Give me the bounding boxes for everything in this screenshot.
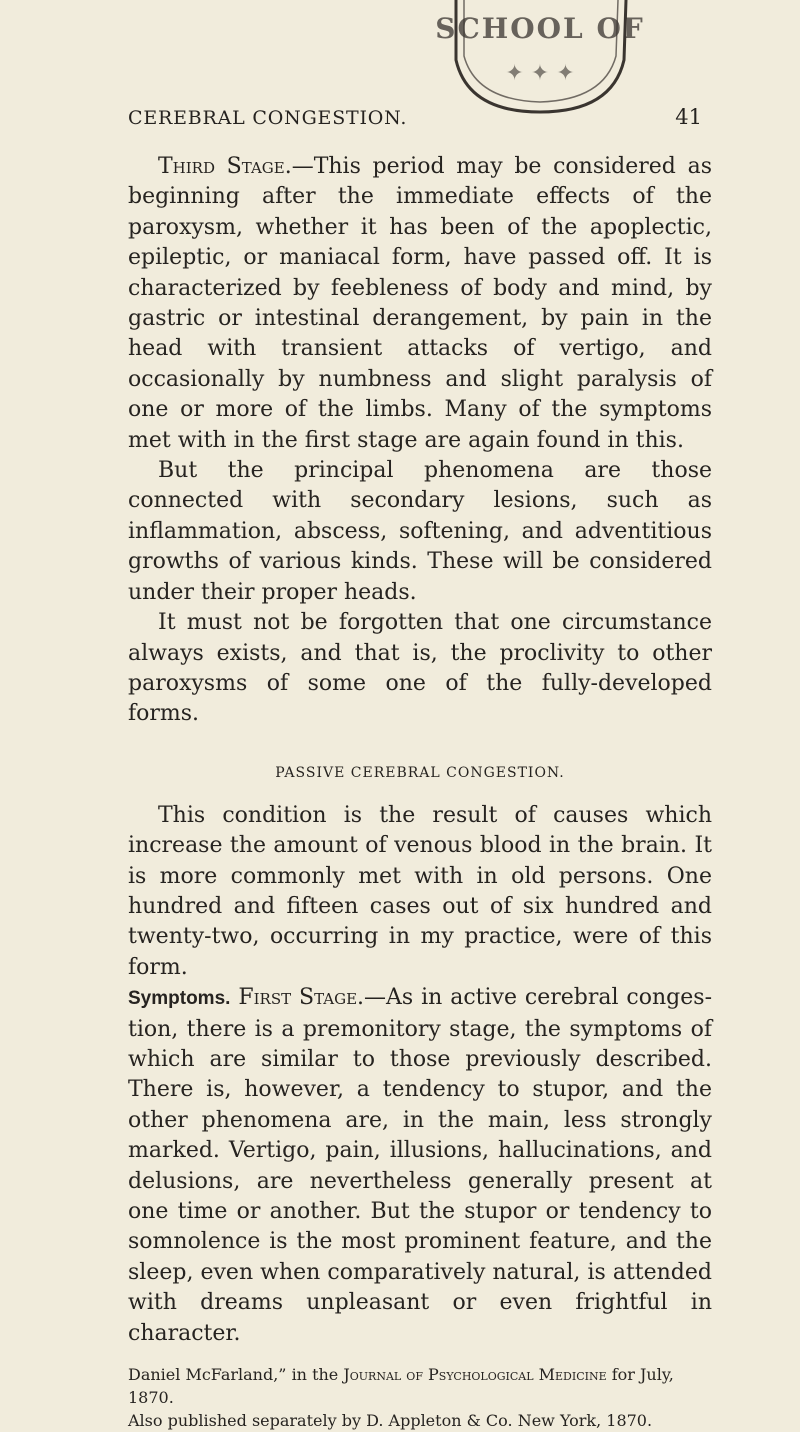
paragraph-proclivity: It must not be forgotten that one circumstance always exists, and that is, the proclivity to other paroxysms of some one of the fully-developed forms. (128, 610, 712, 727)
section-heading: PASSIVE CEREBRAL CONGESTION. (275, 764, 565, 781)
symptoms-label: Symptoms. (128, 988, 231, 1010)
paragraph-first-stage (128, 983, 712, 1349)
paragraph-passive-condition: This condition is the result of causes which increase the amount of venous blood in the brain. It is more commonly met with in old persons. One hundred and fifteen cases out of six hundred and twenty-two, occurring in my practice, were of this form. (128, 802, 712, 980)
footnote-line-1-pre: Daniel McFarland,” in the (128, 1365, 344, 1385)
footnote-journal: Journal of Psychological Medicine (343, 1365, 607, 1385)
footnote-line-1 (128, 1363, 712, 1409)
paragraph-principal-phenomena: But the principal phenomena are those connected with secondary lesions, such as inflammation, abscess, softening, and adventitious growths of various kinds. These will be considered under their proper heads. (128, 458, 712, 605)
third-stage-text: —This period may be considered as beginning after the immediate effects of the paroxysm, whether it has been of the apoplectic, epileptic, or maniacal form, have passed off. It is characterized by feebleness of body and mind, by gastric or intestinal derangement, by pain in the head with transient attacks of vertigo, and occasionally by numbness and slight paralysis of one or more of the limbs. Many of the symptoms met with in the first stage are again found in this. (128, 154, 712, 453)
footnote (128, 1363, 712, 1432)
page-number: 41 (675, 105, 702, 129)
svg-text:✦ ✦ ✦: ✦ ✦ ✦ (505, 61, 575, 86)
first-stage-text: —As in active cerebral congestion, there is a premonitory stage, the symptoms of which are similar to those previously described. There is, however, a tendency to stupor, and the other phenomena are, in the main, less strongly marked. Vertigo, pain, illusions, hallucinations, and delusions, are nevertheless generally present at one time or another. But the stupor or tendency to somnolence is the most prominent feature, and the sleep, even when comparatively natural, is attended with dreams unpleasant or even frightful in character. (128, 985, 712, 1346)
running-head-title: CEREBRAL CONGESTION. (128, 107, 408, 129)
third-stage-label: Third Stage. (158, 154, 292, 179)
footnote-line-2: Also published separately by D. Appleton & Co. New York, 1870. (128, 1411, 653, 1431)
stamp-text: SCHOOL OF (435, 12, 645, 45)
running-head (128, 88, 702, 128)
first-stage-label: First Stage. (238, 985, 365, 1011)
body-text (128, 152, 712, 1432)
paragraph-third-stage (128, 152, 712, 456)
footnote-line-1-post: for July, 1870. (128, 1365, 674, 1408)
